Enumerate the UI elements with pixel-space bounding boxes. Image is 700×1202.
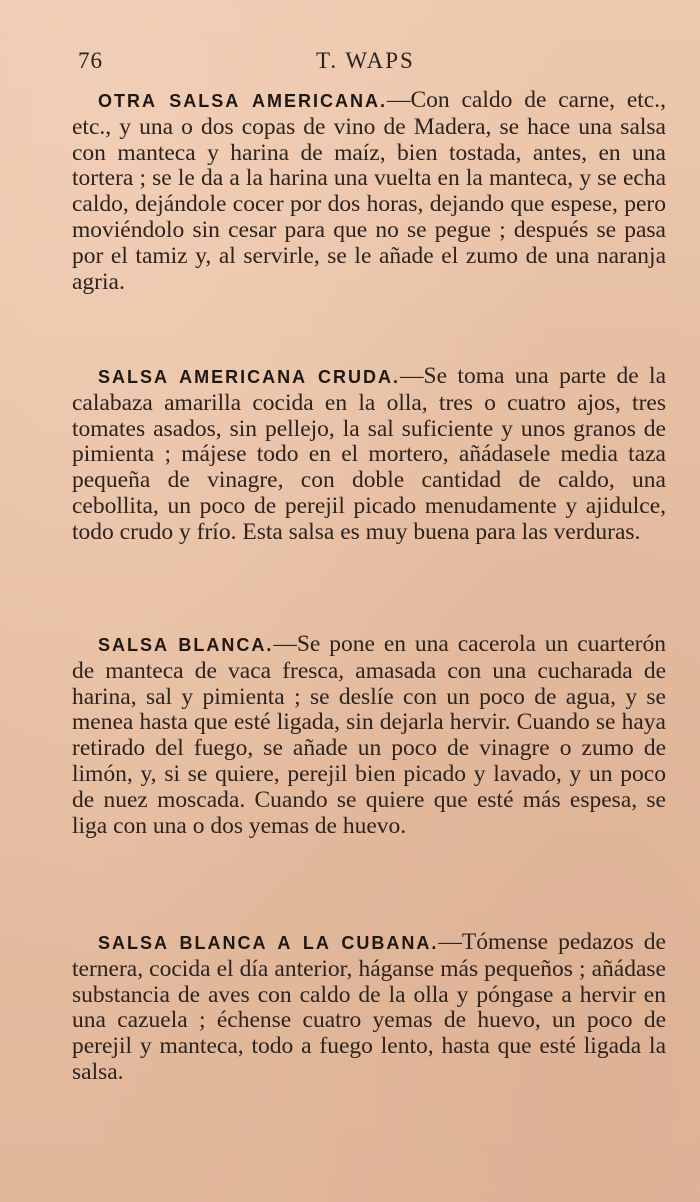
recipe-title: SALSA AMERICANA CRUDA. (98, 367, 401, 387)
recipe-text: —Tómense pedazos de ternera, cocida el día anterior, háganse más pequeños ; añádase substancia de aves con caldo de la olla y póngase a hervir en una cazuela ; échense cuatro yemas de huevo, un poco de perejil y manteca, todo a fuego lento, hasta que esté ligada la salsa. (72, 929, 666, 1085)
running-head: T. WAPS (316, 48, 415, 73)
page-header (78, 48, 638, 78)
recipe-title: SALSA BLANCA. (98, 635, 274, 655)
recipe-text: —Se toma una parte de la calabaza amarilla cocida en la olla, tres o cuatro ajos, tres tomates asados, sin pellejo, la sal suficiente y unos granos de pimienta ; májese todo en el mortero, añádasele media taza pequeña de vinagre, con doble cantidad de caldo, una cebollita, un poco de perejil picado menudamente y ajidulce, todo crudo y frío. Esta salsa es muy buena para las verduras. (72, 363, 666, 545)
recipe-title: SALSA BLANCA A LA CUBANA. (98, 933, 439, 953)
recipe-entry (72, 88, 666, 295)
recipe-text: —Con caldo de carne, etc., etc., y una o dos copas de vino de Madera, se hace una salsa con manteca y harina de maíz, bien tostada, antes, en una tortera ; se le da a la harina una vuelta en la manteca, y se echa caldo, dejándole cocer por dos horas, dejando que espese, pero moviéndolo sin cesar para que no se pegue ; después se pasa por el tamiz y, al servirle, se le añade el zumo de una naranja agria. (72, 87, 666, 295)
recipe-entry (72, 930, 666, 1086)
recipe-entry (72, 632, 666, 839)
recipe-text: —Se pone en una cacerola un cuarterón de manteca de vaca fresca, amasada con una cucharada de harina, sal y pimienta ; se deslíe con un poco de agua, y se menea hasta que esté ligada, sin dejarla hervir. Cuando se haya retirado del fuego, se añade un poco de vinagre o zumo de limón, y, si se quiere, perejil bien picado y lavado, y un poco de nuez moscada. Cuando se quiere que esté más espesa, se liga con una o dos yemas de huevo. (72, 631, 666, 839)
recipe-entry (72, 364, 666, 546)
recipe-title: OTRA SALSA AMERICANA. (98, 91, 387, 111)
page-number: 76 (78, 48, 103, 73)
